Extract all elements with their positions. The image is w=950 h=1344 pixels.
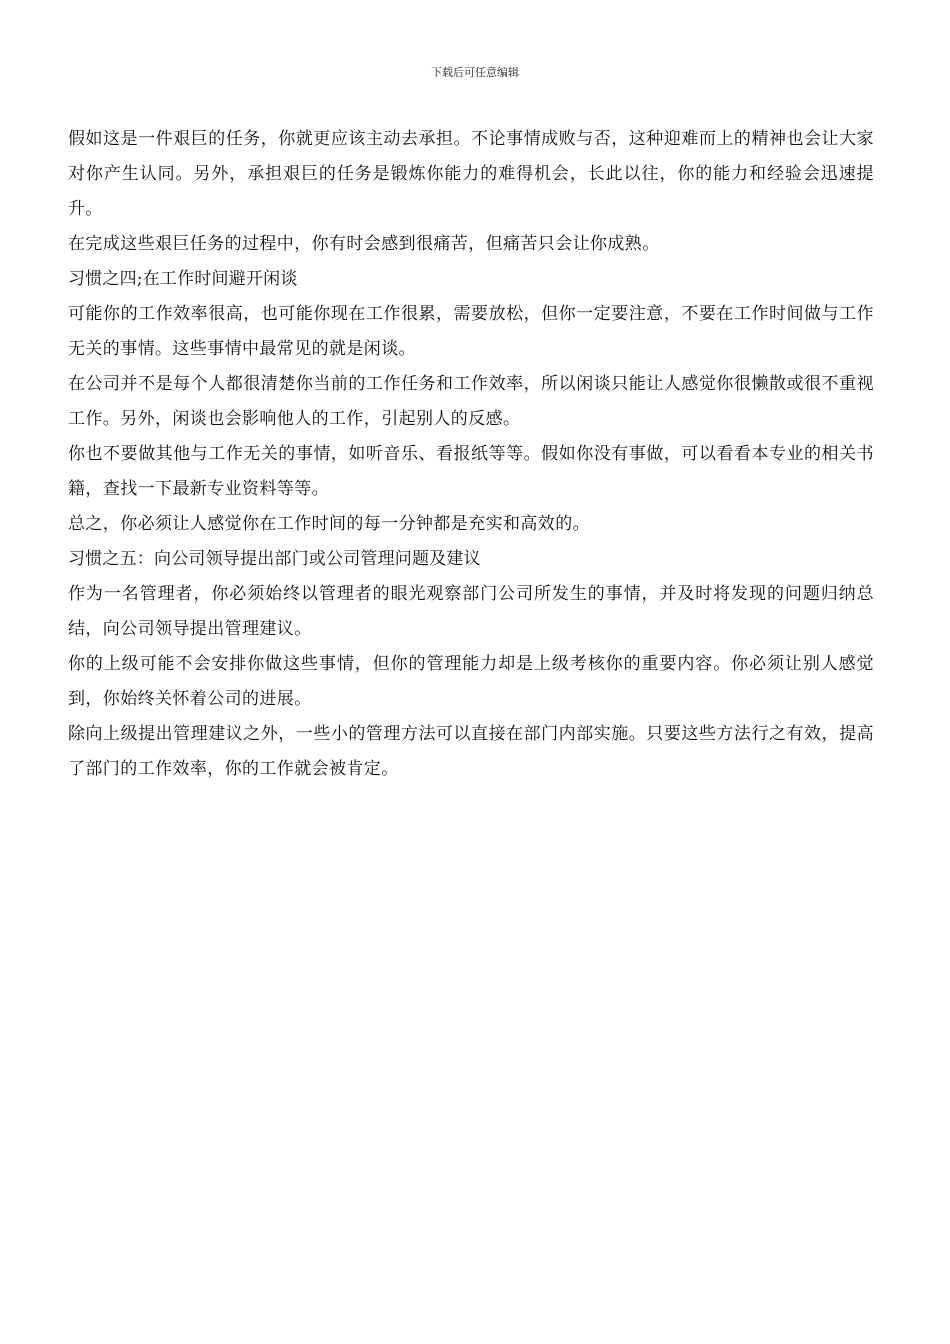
- document-body: [68, 122, 874, 787]
- paragraph: 你的上级可能不会安排你做这些事情，但你的管理能力却是上级考核你的重要内容。你必须让别人感觉到，你始终关怀着公司的进展。: [68, 654, 874, 709]
- paragraph: 总之，你必须让人感觉你在工作时间的每一分钟都是充实和高效的。: [68, 514, 590, 534]
- section-heading: 习惯之四;在工作时间避开闲谈: [68, 269, 298, 289]
- paragraph: 在完成这些艰巨任务的过程中，你有时会感到很痛苦，但痛苦只会让你成熟。: [68, 234, 660, 254]
- paragraph: 你也不要做其他与工作无关的事情，如听音乐、看报纸等等。假如你没有事做，可以看看本专业的相关书籍，查找一下最新专业资料等等。: [68, 444, 874, 499]
- paragraph: 可能你的工作效率很高，也可能你现在工作很累，需要放松，但你一定要注意，不要在工作时间做与工作无关的事情。这些事情中最常见的就是闲谈。: [68, 304, 874, 359]
- paragraph: 作为一名管理者，你必须始终以管理者的眼光观察部门公司所发生的事情，并及时将发现的问题归纳总结，向公司领导提出管理建议。: [68, 584, 874, 639]
- page-header: 下载后可任意编辑: [431, 66, 519, 79]
- paragraph: 除向上级提出管理建议之外，一些小的管理方法可以直接在部门内部实施。只要这些方法行之有效，提高了部门的工作效率，你的工作就会被肯定。: [68, 724, 874, 779]
- paragraph: 在公司并不是每个人都很清楚你当前的工作任务和工作效率，所以闲谈只能让人感觉你很懒散或很不重视工作。另外，闲谈也会影响他人的工作，引起别人的反感。: [68, 374, 874, 429]
- paragraph: 假如这是一件艰巨的任务，你就更应该主动去承担。不论事情成败与否，这种迎难而上的精神也会让大家对你产生认同。另外，承担艰巨的任务是锻炼你能力的难得机会，长此以往，你的能力和经验会迅速提升。: [68, 129, 874, 219]
- section-heading: 习惯之五：向公司领导提出部门或公司管理问题及建议: [68, 549, 481, 569]
